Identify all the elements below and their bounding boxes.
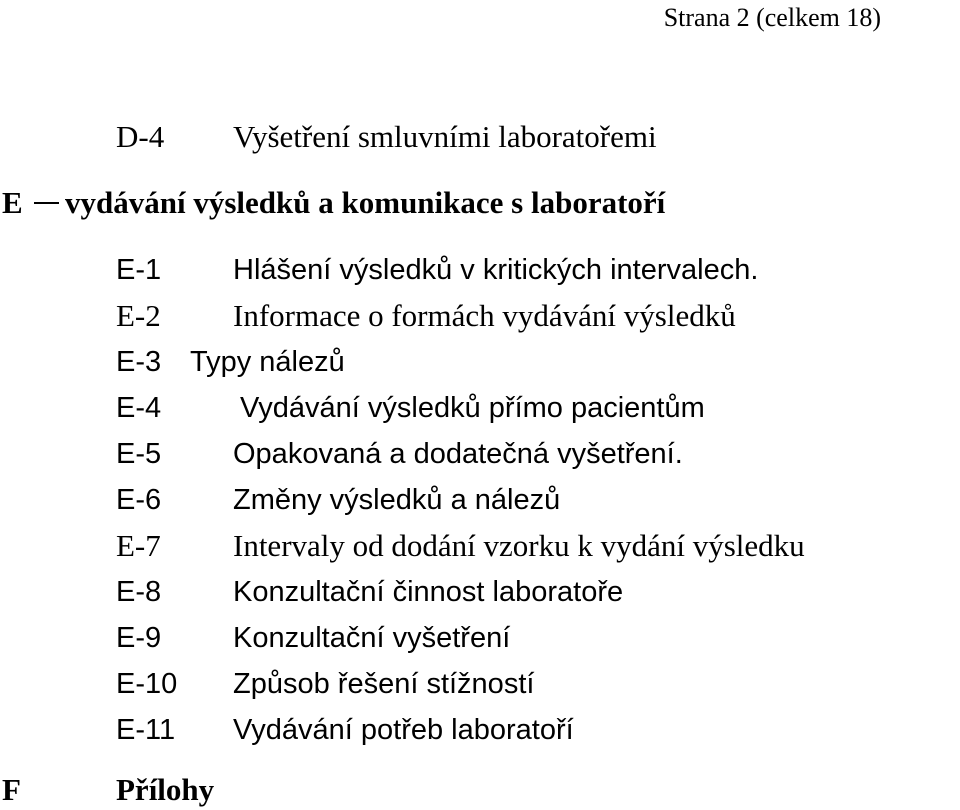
toc-code: E-3 — [116, 346, 162, 378]
toc-title: Intervaly od dodání vzorku k vydání výsledku — [233, 528, 805, 563]
toc-code: E-4 — [116, 392, 162, 424]
toc-code: D-4 — [116, 119, 165, 154]
toc-title: vydávání výsledků a komunikace s laboratoří — [65, 185, 666, 220]
toc-title: Změny výsledků a nálezů — [233, 484, 561, 516]
toc-code: E-7 — [116, 528, 161, 563]
toc-title: Hlášení výsledků v kritických intervalech. — [233, 254, 759, 286]
toc-code: E-6 — [116, 484, 162, 516]
toc-title: Typy nálezů — [190, 346, 345, 378]
toc-title: Opakovaná a dodatečná vyšetření. — [233, 438, 683, 470]
toc-code: E-10 — [116, 668, 178, 700]
toc-code: E-8 — [116, 576, 162, 608]
toc-code: E-11 — [116, 714, 176, 746]
toc-code: E-2 — [116, 298, 161, 333]
dash-separator — [34, 202, 59, 204]
toc-title: Přílohy — [116, 772, 215, 807]
toc-title: Konzultační činnost laboratoře — [233, 576, 624, 608]
toc-code: E-1 — [116, 254, 162, 286]
toc-title: Vydávání výsledků přímo pacientům — [240, 392, 705, 424]
toc-title: Vyšetření smluvními laboratořemi — [233, 119, 657, 154]
toc-title: Informace o formách vydávání výsledků — [233, 298, 736, 333]
toc-code: E — [2, 185, 23, 220]
toc-code: F — [2, 772, 21, 807]
toc-title: Způsob řešení stížností — [233, 668, 535, 700]
toc-title: Vydávání potřeb laboratoří — [233, 714, 574, 746]
toc-code: E-5 — [116, 438, 162, 470]
toc-title: Konzultační vyšetření — [233, 622, 511, 654]
page-number: Strana 2 (celkem 18) — [663, 3, 881, 32]
toc-code: E-9 — [116, 622, 162, 654]
